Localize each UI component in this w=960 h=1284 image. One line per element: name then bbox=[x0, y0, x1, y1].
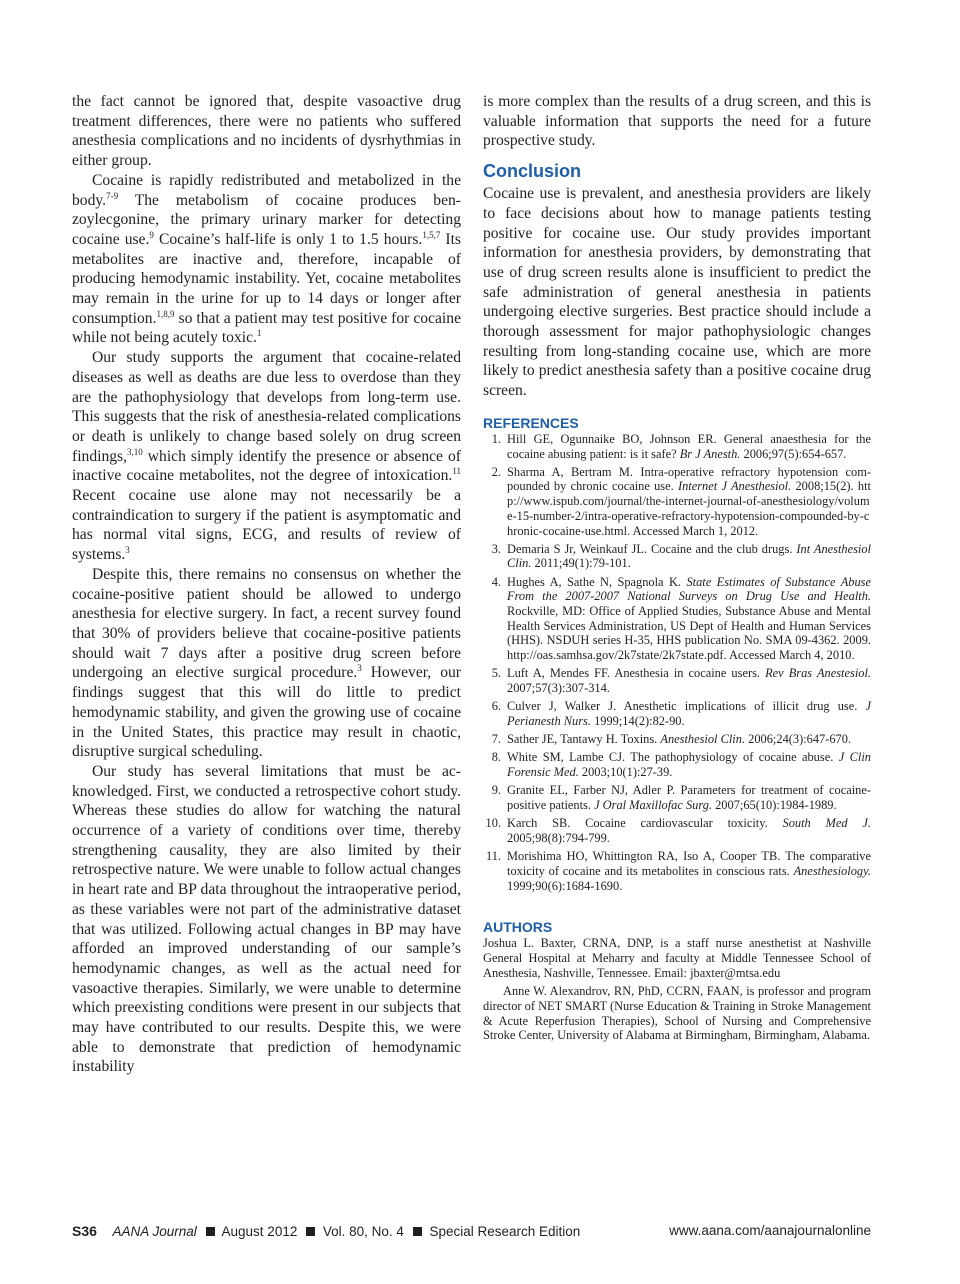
paragraph-text: the fact cannot be ignored that, despite vasoactive drug treatment differences, there were no patients who suffered anesthesia complications and no incidents of dysrhythmias in either group. bbox=[72, 93, 461, 170]
reference-number: 3. bbox=[491, 541, 501, 556]
reference-item bbox=[483, 465, 871, 539]
reference-journal-title: Int Anesthesiol Clin. bbox=[507, 541, 871, 571]
reference-item bbox=[483, 849, 871, 893]
edition-label: Special Research Edition bbox=[429, 1224, 581, 1239]
citation-superscript: 3,10 bbox=[127, 446, 143, 457]
reference-number: 1. bbox=[491, 431, 501, 446]
reference-number: 10. bbox=[485, 816, 501, 831]
paragraph-text: which simply identify the presence or absence of inactive cocaine metabolites, not the degree of intoxication. bbox=[72, 447, 461, 485]
citation-superscript: 1,8,9 bbox=[156, 308, 175, 319]
reference-text: Sharma A, Bertram M. Intra-operative refractory hypotension compounded by chronic cocaine use. bbox=[507, 464, 871, 494]
reference-text: White SM, Lambe CJ. The pathophysiology of cocaine abuse. bbox=[507, 750, 839, 765]
journal-website-link[interactable]: www.aana.com/aanajournalonline bbox=[669, 1223, 871, 1238]
journal-name: AANA Journal bbox=[112, 1224, 197, 1239]
separator-square-icon bbox=[306, 1227, 315, 1236]
issue-date: August 2012 bbox=[221, 1224, 298, 1239]
references-list bbox=[483, 432, 871, 893]
citation-superscript: 3 bbox=[357, 663, 362, 674]
references-section bbox=[483, 415, 871, 893]
reference-number: 9. bbox=[491, 783, 501, 798]
paragraph-text: The metabolism of cocaine produces benzoylecgonine, the primary urinary marker for detecting cocaine use. bbox=[72, 191, 461, 248]
reference-number: 11. bbox=[485, 849, 501, 864]
body-paragraph bbox=[72, 762, 461, 1077]
reference-text: 2003;10(1):27-39. bbox=[578, 765, 673, 780]
paragraph-text: Cocaine is rapidly redistributed and metabolized in the body. bbox=[72, 171, 461, 209]
volume-issue: Vol. 80, No. 4 bbox=[322, 1224, 404, 1239]
reference-number: 7. bbox=[491, 732, 501, 747]
body-paragraph bbox=[72, 92, 461, 171]
reference-item bbox=[483, 666, 871, 695]
reference-text: Rockville, MD: Office of Applied Studies, Substance Abuse and Mental Health Services Administration, US Dept of Health and Human Services (HHS). NSDUH series H-35, HHS publication No. SMA 09-4362. 2009. http://oas.samhsa.gov/2k7state/2k7state.pdf. Accessed March 4, 2010. bbox=[507, 604, 871, 663]
reference-item bbox=[483, 432, 871, 461]
body-paragraph bbox=[72, 171, 461, 348]
citation-superscript: 9 bbox=[149, 229, 154, 240]
reference-number: 4. bbox=[491, 574, 501, 589]
separator-square-icon bbox=[413, 1227, 422, 1236]
references-heading: REFERENCES bbox=[483, 414, 579, 431]
reference-item bbox=[483, 699, 871, 728]
author-bio-alexandrov: Anne W. Alexandrov, RN, PhD, CCRN, FAAN, is professor and program director of NET SMART (Nurse Education & Training in Stroke Management & Acute Reperfusion Therapies), School of Nursing and Comprehensive Stroke Center, University of Alabama at Birmingham, Birmingham, Alabama. bbox=[483, 984, 871, 1043]
reference-text: 2006;24(3):647-670. bbox=[745, 732, 852, 747]
conclusion-heading: Conclusion bbox=[483, 161, 581, 182]
reference-text: Culver J, Walker J. Anesthetic implications of illicit drug use. bbox=[507, 699, 866, 714]
paragraph-text: Cocaine’s half-life is only 1 to 1.5 hours. bbox=[153, 230, 423, 248]
paragraph-text: Our study supports the argument that cocaine-related diseases as well as deaths are due less to overdose than they are the pathophysiology that develops from long-term use. This suggests that the risk of anesthesia-related complications or death is unlikely to change based solely on drug screen findings, bbox=[72, 349, 461, 465]
author-bio-baxter: Joshua L. Baxter, CRNA, DNP, is a staff nurse anesthetist at Nashville General Hospital at Meharry and faculty at Middle Tennessee School of Anesthesia, Nashville, Tennessee. Email: jbaxter@mtsa.edu bbox=[483, 936, 871, 980]
body-paragraph bbox=[72, 565, 461, 762]
reference-number: 2. bbox=[491, 464, 501, 479]
reference-text: Morishima HO, Whittington RA, Iso A, Cooper TB. The comparative toxicity of cocaine and its metabolites in conscious rats. bbox=[507, 849, 871, 878]
page-number: S36 bbox=[72, 1223, 97, 1239]
reference-journal-title: South Med J. bbox=[782, 816, 871, 831]
paragraph-text: Recent cocaine use alone may not necessarily be a contraindication to surgery if the patient is asymptomatic and has normal vital signs, ECG, and results of review of systems. bbox=[72, 487, 461, 564]
reference-text: 2008;15(2). bbox=[791, 479, 858, 494]
left-column bbox=[72, 92, 461, 1077]
reference-journal-title: Anesthesiology. bbox=[793, 863, 871, 878]
paragraph-text: Its metabolites are inactive and, therefore, incapable of producing hemodynamic instability. Yet, cocaine metabolites may remain in the urine for up to 14 days or longer after consumption. bbox=[72, 230, 461, 327]
reference-item bbox=[483, 542, 871, 571]
reference-text: Karch SB. Cocaine cardiovascular toxicity. bbox=[507, 816, 783, 831]
reference-journal-title: State Estimates of Substance Abuse From the 2007-2007 National Surveys on Drug Use and Health. bbox=[507, 574, 871, 604]
reference-number: 5. bbox=[491, 666, 501, 681]
reference-number: 8. bbox=[491, 750, 501, 765]
reference-journal-title: J Oral Maxillofac Surg. bbox=[594, 798, 713, 813]
reference-text: 2005;98(8):794-799. bbox=[507, 830, 610, 845]
authors-section bbox=[483, 919, 871, 1043]
citation-superscript: 1 bbox=[256, 328, 262, 339]
reference-text: Luft A, Mendes FF. Anesthesia in cocaine users. bbox=[507, 666, 766, 681]
reference-text: 2006;97(5):654-657. bbox=[740, 446, 847, 461]
reference-text: Granite EL, Farber NJ, Adler P. Parameters for treatment of cocaine-positive patients. bbox=[507, 783, 871, 813]
conclusion-paragraph: Cocaine use is prevalent, and anesthesia providers are likely to face decisions about how to manage patients testing positive for cocaine use. Our study provides important information for anesthesia providers, by demonstrating that use of drug screen results alone is insufficient to predict the safe administration of general anesthesia in patients undergoing elective surgeries. Best practice should include a thorough assessment for major pathophysiologic changes resulting from long-standing cocaine use, which are more likely to predict anesthesia safety than a positive cocaine drug screen. bbox=[483, 185, 871, 400]
reference-journal-title: Internet J Anesthesiol. bbox=[677, 479, 792, 494]
reference-text: 2007;57(3):307-314. bbox=[507, 681, 610, 696]
reference-journal-title: Br J Anesth. bbox=[679, 446, 741, 461]
citation-superscript: 1,5,7 bbox=[422, 229, 441, 240]
reference-item bbox=[483, 750, 871, 779]
paragraph-text: However, our findings suggest that this will do little to predict hemodynamic stability, and given the growing use of cocaine in the United States, this practice may result in chaotic, disruptive surgical scheduling. bbox=[72, 664, 461, 761]
reference-journal-title: J Perianesth Nurs. bbox=[507, 699, 871, 728]
reference-number: 6. bbox=[491, 699, 501, 714]
right-column bbox=[483, 92, 871, 1043]
reference-text: 1999;90(6):1684-1690. bbox=[507, 878, 623, 893]
reference-text: . Accessed March 1, 2012. bbox=[627, 523, 759, 538]
body-paragraph bbox=[72, 348, 461, 565]
citation-superscript: 3 bbox=[125, 545, 130, 556]
reference-item bbox=[483, 783, 871, 812]
reference-text: Hill GE, Ogunnaike BO, Johnson ER. General anaesthesia for the cocaine abusing patient: is it safe? bbox=[507, 431, 871, 461]
reference-text: 2007;65(10):1984-1989. bbox=[712, 798, 837, 813]
reference-journal-title: J Clin Forensic Med. bbox=[507, 750, 871, 780]
reference-item bbox=[483, 732, 871, 747]
continuation-paragraph: is more complex than the results of a drug screen, and this is valuable information that supports the need for a future prospective study. bbox=[483, 93, 871, 150]
citation-superscript: 11 bbox=[452, 466, 461, 477]
paragraph-text: so that a patient may test positive for cocaine while not being acutely toxic. bbox=[72, 309, 461, 347]
reference-text: Sather JE, Tantawy H. Toxins. bbox=[507, 732, 661, 747]
citation-superscript: 7-9 bbox=[106, 190, 119, 201]
reference-text: 2011;49(1):79-101. bbox=[531, 556, 631, 571]
reference-journal-title: Rev Bras Anestesiol. bbox=[765, 666, 871, 681]
paragraph-text: Our study has several limitations that must be acknowledged. First, we conducted a retrospective cohort study. Whereas these studies do allow for watching the natural occurrence of a variety of conditions over time, thereby strengthening causality, they are also limited by their retrospective nature. We were unable to follow actual changes in heart rate and BP data throughout the intraoperative period, as these variables were not part of the administrative dataset that was utilized. Following actual changes in BP may have afforded an improved understanding of our sample’s hemodynamic changes, as well as the actual need for vasoactive therapies. Similarly, we were unable to determine which preexisting conditions were present in our subjects that may have contributed to our results. Despite this, we were able to demonstrate that prediction of hemodynamic instability bbox=[72, 762, 461, 1076]
paragraph-text: Despite this, there remains no consensus on whether the cocaine-positive patient should be allowed to undergo anesthesia for elective surgery. In fact, a recent survey found that 30% of providers believe that cocaine-positive patients should wait 7 days after a positive drug screen before undergoing an elective surgical procedure. bbox=[72, 565, 461, 682]
separator-square-icon bbox=[206, 1227, 215, 1236]
reference-text: Demaria S Jr, Weinkauf JL. Cocaine and the club drugs. bbox=[507, 541, 797, 556]
reference-item bbox=[483, 816, 871, 845]
reference-text: 1999;14(2):82-90. bbox=[590, 714, 685, 728]
reference-url-link[interactable]: http://www.ispub.com/journal/the-internet-journal-of-anesthesiology/volume-15-number-2/intra-operative-refractory-hypotension-compounded-by-chronic-cocaine-use.html bbox=[507, 479, 871, 538]
reference-item bbox=[483, 575, 871, 663]
page-footer bbox=[72, 1223, 871, 1241]
reference-journal-title: Anesthesiol Clin. bbox=[660, 732, 746, 747]
reference-text: Hughes A, Sathe N, Spagnola K. bbox=[507, 574, 687, 589]
authors-heading: AUTHORS bbox=[483, 919, 553, 936]
